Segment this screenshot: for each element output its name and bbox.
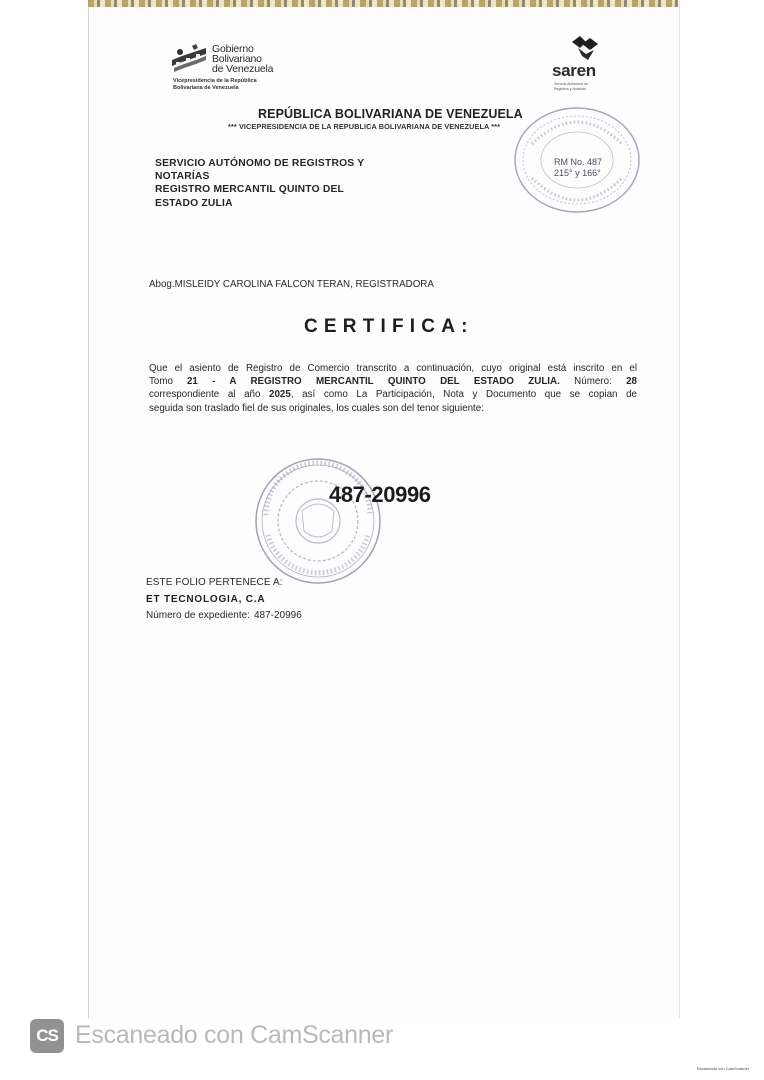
gov-logo [170, 40, 300, 98]
gov-logo-name: Gobierno Bolivariano de Venezuela [212, 43, 274, 75]
registrar-line: Abog.MISLEIDY CAROLINA FALCON TERAN, REGISTRADORA [149, 279, 434, 290]
gov-logo-subtitle: Vicepresidencia de la República Bolivariana de Venezuela [173, 78, 257, 91]
office-heading: SERVICIO AUTÓNOMO DE REGISTROS Y NOTARÍAS REGISTRO MERCANTIL QUINTO DEL ESTADO ZULIA [155, 158, 365, 209]
paragraph-line-2: Tomo 21 - A REGISTRO MERCANTIL QUINTO DEL ESTADO ZULIA. Número: 28 [149, 376, 637, 388]
folio-number: 487-20996 [329, 482, 431, 507]
company-name: ET TECNOLOGIA, C.A [146, 594, 266, 605]
top-decorative-strip [88, 0, 678, 7]
camscanner-watermark: Escaneado con CamScanner [75, 1021, 393, 1049]
registry-stamp [512, 104, 642, 216]
paragraph-line-3: correspondiente al año 2025, así como La Participación, Nota y Documento que se copian de [149, 389, 637, 401]
folio-label: ESTE FOLIO PERTENECE A: [146, 577, 283, 588]
saren-logo-name: saren [552, 61, 596, 80]
expediente-line: Número de expediente: 487-20996 [146, 610, 302, 621]
saren-logo-subtitle: Servicio Autónomo de Registros y Notarías [554, 82, 589, 91]
paragraph-line-4: seguida son traslado fiel de sus originales, los cuales son del tenor siguiente: [149, 402, 484, 414]
paragraph-line-1: Que el asiento de Registro de Comercio transcrito a continuación, cuyo original está inscrito en el [149, 363, 637, 374]
official-seal-icon [252, 455, 384, 587]
saren-emblem-icon [568, 34, 602, 62]
republic-title: REPÚBLICA BOLIVARIANA DE VENEZUELA [258, 107, 523, 121]
center-stamp [252, 455, 384, 587]
camscanner-small-text: Escaneado con CamScanner [697, 1066, 750, 1071]
registry-stamp-text: RM No. 487 215° y 166° [554, 157, 603, 178]
certification-paragraph [149, 362, 637, 415]
certifica-title: CERTIFICA: [304, 316, 474, 337]
gov-emblem-icon [170, 42, 210, 76]
camscanner-icon: CS [30, 1019, 64, 1053]
saren-logo [548, 34, 618, 94]
vicepresidency-line: *** VICEPRESIDENCIA DE LA REPUBLICA BOLIVARIANA DE VENEZUELA *** [228, 122, 501, 131]
